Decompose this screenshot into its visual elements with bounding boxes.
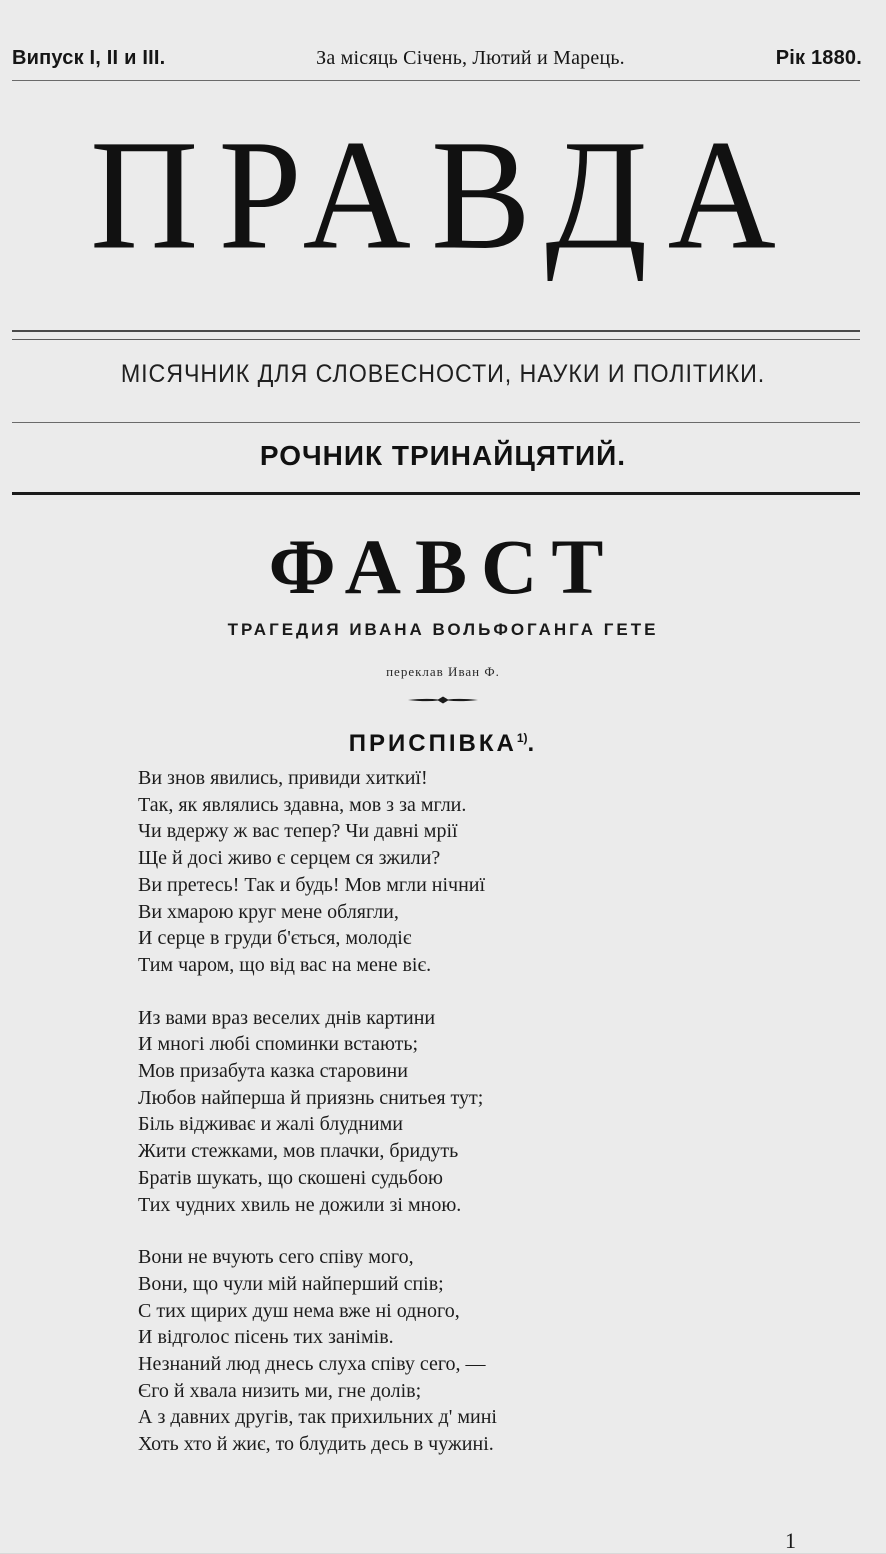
poem-line: И многі любі споминки встають; [138, 1033, 419, 1056]
issue-header [12, 40, 862, 76]
poem-line: И відголос пісень тих занімів. [138, 1326, 394, 1349]
issue-year: Рік 1880. [775, 46, 862, 69]
poem-line: Тим чаром, що від вас на мене віє. [138, 953, 432, 976]
masthead-subtitle: МІСЯЧНИК ДЛЯ СЛОВЕСНОСТИ, НАУКИ И ПОЛІТИКИ. [120, 360, 766, 388]
masthead-divider-bottom [12, 339, 860, 340]
stanza-3 [138, 1244, 738, 1458]
poem-line: Єго й хвала низить ми, гне долів; [138, 1379, 422, 1402]
issue-months: За місяць Січень, Лютий и Марець. [316, 46, 625, 69]
poem-line: Ви претесь! Так и будь! Мов мгли нічниї [138, 873, 486, 896]
stanza-2 [138, 1005, 738, 1219]
volume-divider [12, 492, 860, 495]
poem-line: Хоть хто й жиє, то блудить десь в чужині. [138, 1433, 494, 1456]
article-title: ФАВСТ [268, 523, 618, 610]
article-subtitle: ТРАГЕДИЯ ИВАНА ВОЛЬФОГАНГА ГЕТЕ [227, 620, 659, 639]
poem-line: А з давних другів, так прихильних д' мині [138, 1406, 497, 1429]
poem-line: Ще й досі живо є серцем ся зжили? [138, 847, 441, 870]
poem-body [138, 765, 738, 1458]
poem-line: Вони, що чули мій найперший спів; [138, 1272, 444, 1295]
poem-line: Незнаний люд днесь слуха співу сего, — [138, 1353, 486, 1376]
ornament-divider-icon [0, 690, 886, 710]
poem-heading: ПРИСПІВКА$^{1)}$. [348, 730, 538, 757]
poem-line: Тих чудних хвиль не дожили зі мною. [138, 1193, 462, 1216]
poem-line: Вони не вчують сего співу мого, [138, 1246, 414, 1269]
poem-line: Біль відживає и жалі блудними [138, 1113, 403, 1136]
poem-line: Мов призабута казка старовини [138, 1060, 408, 1083]
masthead-divider-top [12, 330, 860, 332]
poem-line: Ви знов явились, привиди хиткиї! [138, 767, 428, 789]
poem-line: Любов найперша й приязнь снитьея тут; [138, 1086, 484, 1109]
header-divider [12, 80, 860, 81]
issue-number: Випуск І, ІІ и ІІІ. [12, 46, 166, 69]
poem-line: И серце в груди б'ється, молодіє [138, 927, 412, 950]
volume-label: РОЧНИК ТРИНАЙЦЯТИЙ. [259, 440, 627, 471]
poem-line: Чи вдержу ж вас тепер? Чи давні мрії [138, 820, 458, 843]
poem-title: ПРИСПІВКА [348, 730, 517, 757]
masthead-title: ПРАВДА [90, 107, 796, 283]
poem-line: Ви хмарою круг мене облягли, [138, 900, 399, 923]
translator-credit: переклав Иван Ф. [386, 664, 500, 679]
footnote-marker: 1) [516, 731, 528, 745]
page-number: 1 [785, 1528, 796, 1553]
poem-line: Братів шукать, що скошені судьбою [138, 1166, 443, 1189]
poem-line: Жити стежками, мов плачки, бридуть [138, 1140, 459, 1163]
subtitle-divider [12, 422, 860, 423]
poem-line: Так, як являлись здавна, мов з за мгли. [138, 793, 467, 816]
poem-line: С тих щирих душ нема вже ні одного, [138, 1299, 460, 1322]
stanza-1 [138, 765, 738, 979]
poem-line: Из вами враз веселих днів картини [138, 1006, 436, 1029]
